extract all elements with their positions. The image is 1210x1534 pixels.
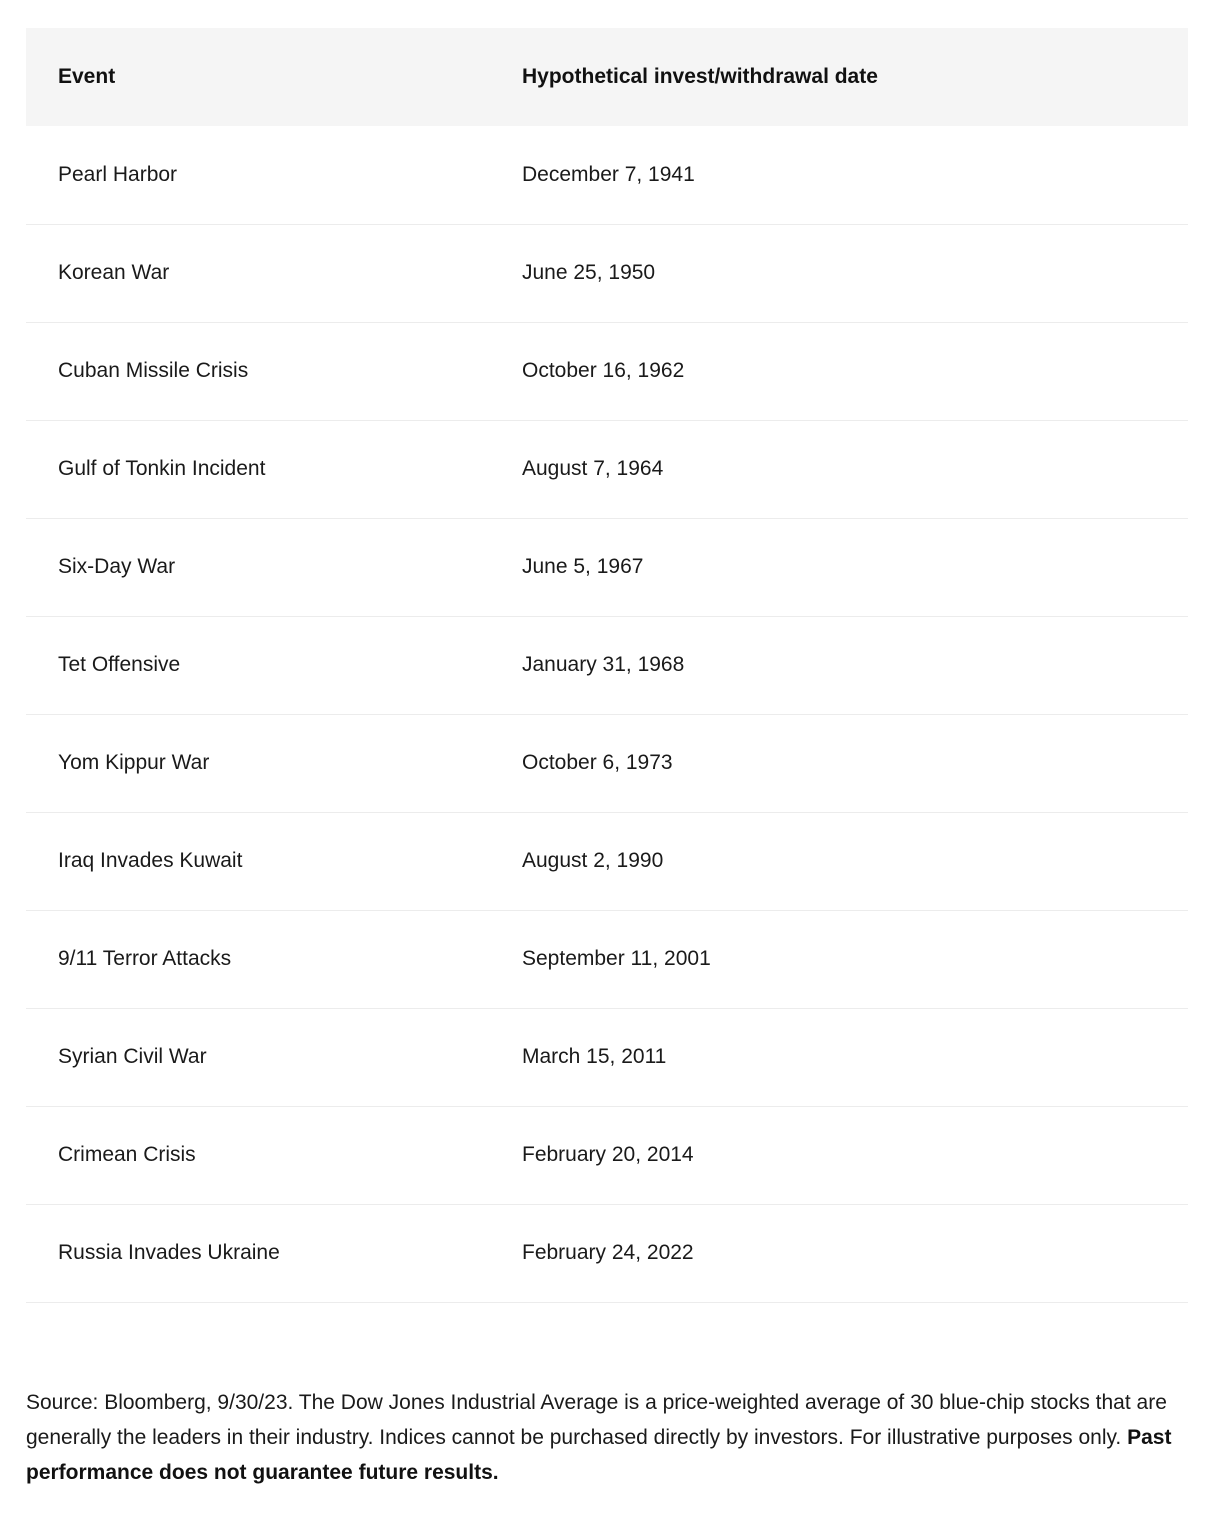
event-cell: 9/11 Terror Attacks: [58, 947, 232, 970]
date-cell: February 24, 2022: [522, 1241, 694, 1264]
date-cell: October 16, 1962: [522, 359, 685, 382]
table-row: [26, 322, 1188, 420]
event-cell: Russia Invades Ukraine: [58, 1241, 280, 1264]
table-row: [26, 126, 1188, 224]
table-row: [26, 1008, 1188, 1106]
table-row: [26, 420, 1188, 518]
event-cell: Tet Offensive: [58, 653, 181, 676]
table-row: [26, 616, 1188, 714]
footnote-text: Source: Bloomberg, 9/30/23. The Dow Jones Industrial Average is a price-weighted average of 30 blue-chip stocks that are generally the leaders in their industry. Indices cannot be purchased directly by investors. For illustrative purposes only.: [26, 1391, 1167, 1449]
date-cell: August 7, 1964: [522, 457, 664, 480]
date-cell: February 20, 2014: [522, 1143, 694, 1166]
date-cell: September 11, 2001: [522, 947, 711, 970]
table-row: [26, 1106, 1188, 1204]
table-row: [26, 224, 1188, 322]
date-cell: October 6, 1973: [522, 751, 673, 774]
date-cell: August 2, 1990: [522, 849, 664, 872]
date-cell: December 7, 1941: [522, 162, 695, 186]
event-cell: Korean War: [58, 261, 170, 284]
table-row: [26, 812, 1188, 910]
date-cell: June 5, 1967: [522, 555, 644, 578]
event-cell: Yom Kippur War: [58, 751, 210, 774]
source-footnote: [26, 1385, 1176, 1490]
table-header: [26, 28, 1188, 126]
column-header-date: Hypothetical invest/withdrawal date: [522, 65, 878, 88]
table-body: [26, 126, 1188, 1302]
event-cell: Cuban Missile Crisis: [58, 359, 249, 382]
event-cell: Pearl Harbor: [58, 162, 178, 186]
event-cell: Syrian Civil War: [58, 1045, 207, 1068]
event-cell: Iraq Invades Kuwait: [58, 849, 243, 872]
event-cell: Crimean Crisis: [58, 1143, 196, 1166]
column-header-event: Event: [58, 65, 116, 88]
footnote-disclaimer: Past performance does not guarantee future results.: [26, 1426, 1172, 1484]
table-row: [26, 518, 1188, 616]
table-row: [26, 910, 1188, 1008]
events-table: [26, 28, 1188, 1303]
events-table-container: [26, 28, 1188, 1303]
date-cell: June 25, 1950: [522, 261, 656, 284]
event-cell: Six-Day War: [58, 555, 176, 578]
event-cell: Gulf of Tonkin Incident: [58, 457, 266, 480]
table-header-row: [26, 28, 1188, 126]
table-row: [26, 714, 1188, 812]
date-cell: January 31, 1968: [522, 653, 685, 676]
table-row: [26, 1204, 1188, 1302]
date-cell: March 15, 2011: [522, 1045, 667, 1068]
